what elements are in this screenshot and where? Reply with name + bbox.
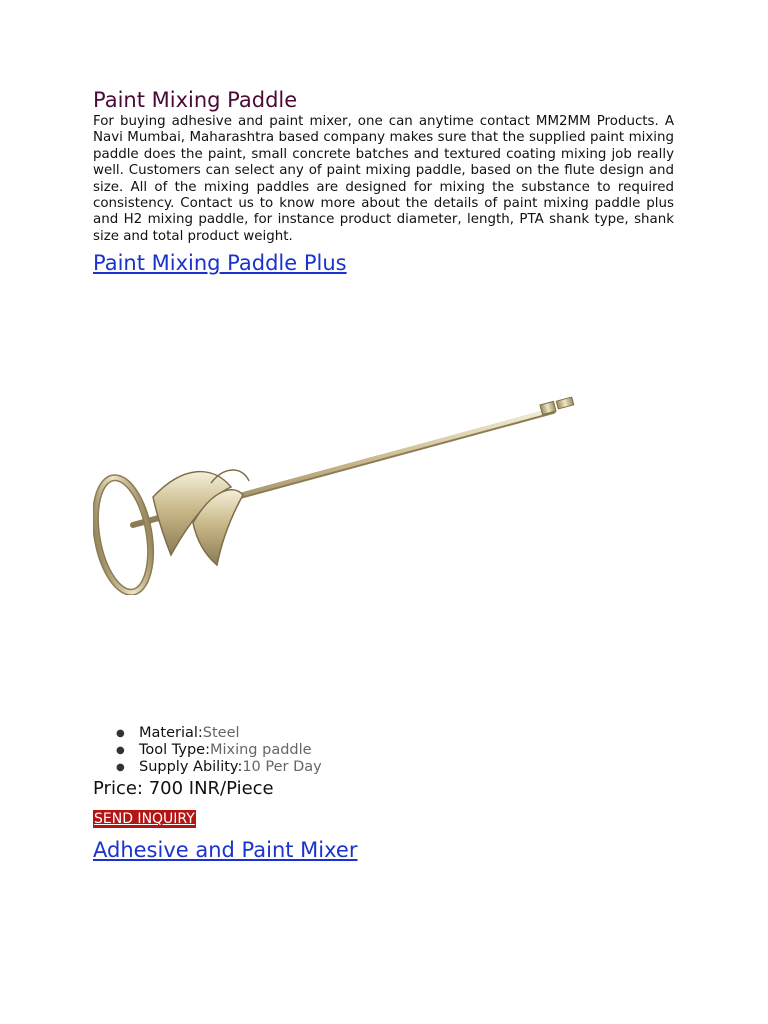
price-text: Price: 700 INR/Piece [93, 778, 274, 800]
spec-item-tool-type [116, 742, 674, 759]
spec-value: 10 Per Day [242, 759, 322, 776]
main-content [93, 86, 674, 864]
product-link-paddle-plus[interactable]: Paint Mixing Paddle Plus [93, 251, 347, 276]
bullet-icon: ● [116, 728, 125, 740]
paint-mixing-paddle-image [93, 395, 578, 595]
send-inquiry-button[interactable]: SEND INQUIRY [94, 811, 195, 828]
spec-item-supply-ability [116, 759, 674, 776]
page-title: Paint Mixing Paddle [93, 88, 298, 112]
intro-paragraph: For buying adhesive and paint mixer, one can anytime contact MM2MM Products. A Navi Mumbai, Maharashtra based company makes sure that the supplied paint mixing paddle does the paint, small concrete batches and textured coating mixing job really well. Customers can select any of paint mixing paddle, based on the flute design and size. All of the mixing paddles are designed for mixing the substance to required consistency. Contact us to know more about the details of paint mixing paddle plus and H2 mixing paddle, for instance product diameter, length, PTA shank type, shank size and total product weight. [93, 114, 674, 244]
spec-item-material [116, 725, 674, 742]
spec-label: Supply Ability: [139, 759, 243, 776]
spec-value: Mixing paddle [209, 742, 312, 759]
spec-label: Tool Type: [139, 742, 210, 759]
bullet-icon: ● [116, 745, 125, 757]
spec-value: Steel [202, 725, 240, 742]
bullet-icon: ● [116, 762, 125, 774]
spec-list [93, 725, 674, 776]
product-link-adhesive-paint-mixer[interactable]: Adhesive and Paint Mixer [93, 838, 358, 863]
spec-label: Material: [139, 725, 203, 742]
